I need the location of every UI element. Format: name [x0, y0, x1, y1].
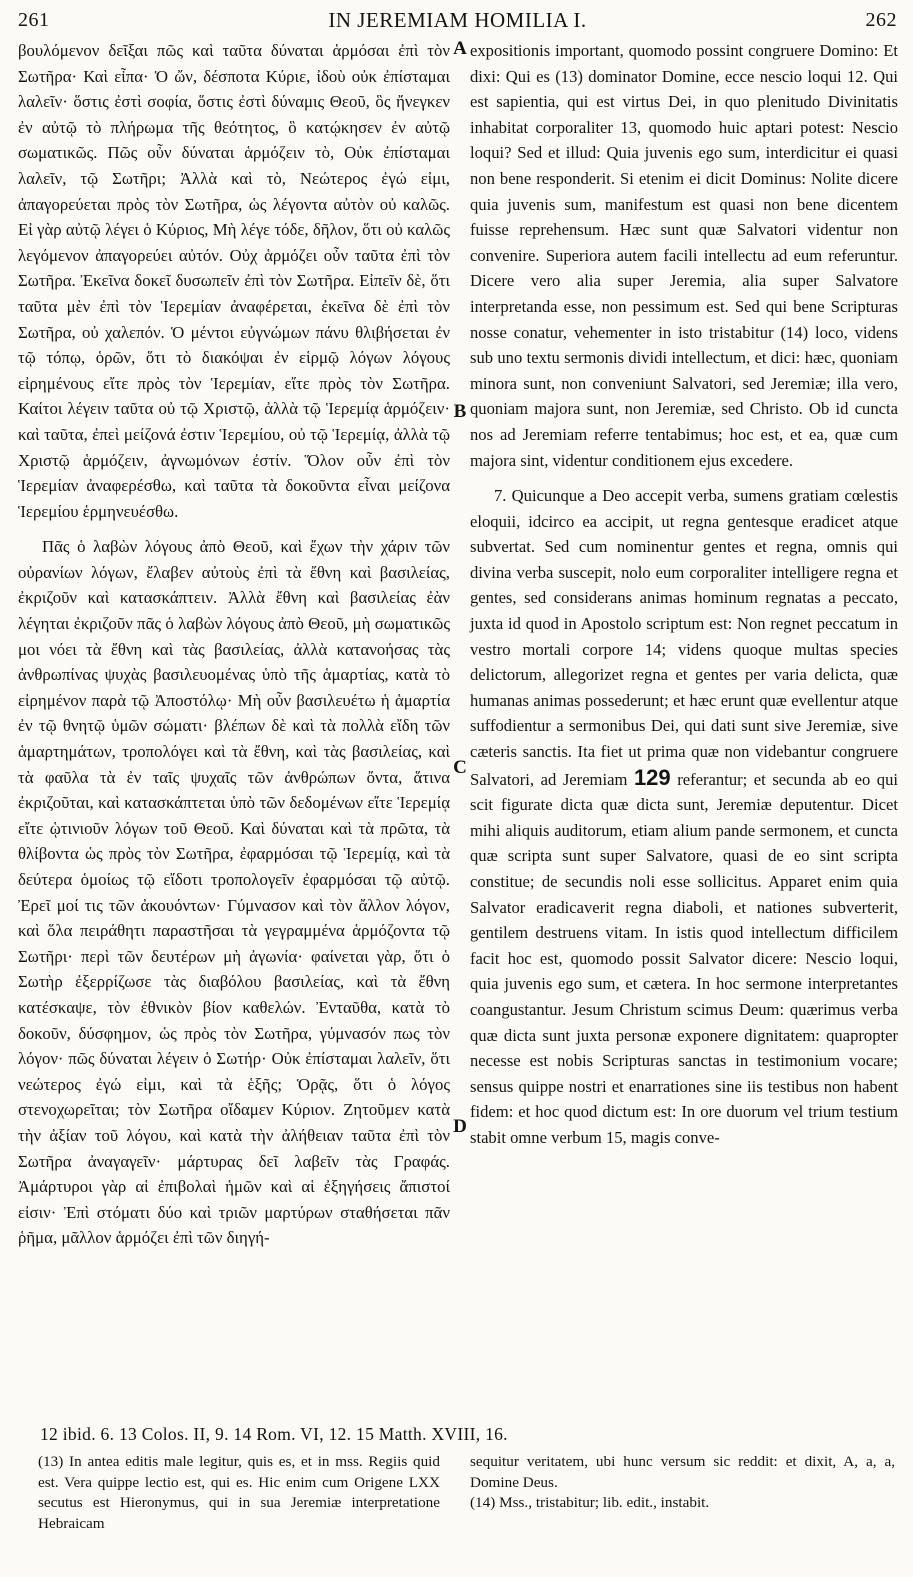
footnote: (13) In antea editis male legitur, quis es, et in mss. Regiis quid est. Vera quippe lectio est, qui es. Hic enim cum Origene LXX secutus est Hieronymus, qui in sua Jeremiæ interpretatione Hebraicam: [38, 1453, 440, 1532]
original-page-marker: 129: [633, 764, 671, 790]
footnotes-left: [38, 1452, 440, 1534]
page-header: [18, 6, 897, 34]
margin-letter-c: C: [453, 757, 467, 778]
greek-column: [18, 38, 450, 1251]
latin-paragraph: [470, 483, 898, 1150]
left-page-number: 261: [18, 8, 50, 31]
greek-paragraph: βουλόμενον δεῖξαι πῶς καὶ ταῦτα δύναται ἁρμόσαι ἐπὶ τὸν Σωτῆρα· Καὶ εἶπα· Ὁ ὤν, δέσποτα Κύριε, ἰδοὺ οὐκ ἐπίσταμαι λαλεῖν· ὅστις ἐστὶ σοφία, ὅστις ἐστὶ δύναμις Θεοῦ, ὃς ἤνεγκεν ἐν αὐτῷ τὸ πλήρωμα τῆς θεότητος, ὃ κατῴκησεν ἐν αὐτῷ σωματικῶς. Πῶς οὖν δύναται ἁρμόζειν τὸ, Οὐκ ἐπίσταμαι λαλεῖν, τῷ Σωτῆρι; Ἀλλὰ καὶ τὸ, Νεώτερος ἐγώ εἰμι, ἀπαγορεύεται πρὸς τὸν Σωτῆρα, ὡς λέγοντα αὐτὸν οὐ καλῶς. Εἰ γὰρ αὐτῷ λέγει ὁ Κύριος, Μὴ λέγε τόδε, δῆλον, ὅτι οὐ καλῶς λεγόμενον ἀπαγορεύει αὐτόν. Οὐχ ἁρμόζει οὖν ταῦτα ἐπὶ τὸν Σωτῆρα. Ἐκεῖνα δοκεῖ δυσωπεῖν ἐπὶ τὸν Σωτῆρα. Εἰπεῖν δὲ, ὅτι ταῦτα μὲν ἐπὶ τὸν Ἱερεμίαν ἀναφέρεται, ἐκεῖνα δὲ ἐπὶ τὸν Σωτῆρα, οὐ χαλεπόν. Ὁ μέντοι εὐγνώμων πάνυ θλιβήσεται ἐν τῷ τόπῳ, ὁρῶν, ὅτι τὸ διακόψαι ἐν εἱρμῷ λόγων λόγους εἰρημένους εἴτε πρὸς τὸν Ἱερεμίαν, εἴτε πρὸς τὸν Σωτῆρα. Καίτοι λέγειν ταῦτα οὐ τῷ Χριστῷ, ἀλλὰ τῷ Ἱερεμίᾳ ἁρμόζειν· καὶ ταῦτα, ἐπεὶ μείζονά ἐστιν Ἱερεμίου, οὐ τῷ Ἱερεμίᾳ, ἀλλὰ τῷ Χριστῷ ἁρμόζειν, ἀγνωμόνων ἐστίν. Ὅλον οὖν ἐπὶ τὸν Ἱερεμίαν ἀναφερέσθω, καὶ ταῦτα τὰ δοκοῦντα εἶναι μείζονα Ἱερεμίου ἑρμηνευέσθω.: [18, 41, 450, 521]
footnotes-right: [470, 1452, 895, 1514]
margin-letter-d: D: [453, 1116, 467, 1137]
latin-column: [470, 38, 898, 1151]
running-title: IN JEREMIAM HOMILIA I.: [328, 7, 587, 32]
latin-text: referantur; et secunda ab eo qui scit figurate dicta quæ dicta sunt, Jeremiæ deputentur. Dicet mihi aliquis auditorum, etiam alium pande sermonem, et cuncta quæ scripta sunt super Salvatore, quasi de eo sint scripta constitue; de secundis noli esse sollicitus. Apparet enim quia Salvator eradicaverit regna diaboli, et nationes subverterit, gentilem destruens vitam. In istis quod intellectum difficilem facit hoc est, quomodo possit Salvator dicere: Nescio loqui, quia juvenis ego sum, et cætera. In hoc sermone interpretantes coangustantur. Jesum Christum scimus Deum: quærimus verba quæ dicta sunt juxta personæ exponere dignitatem: quapropter necesse est nobis Scripturas sanctas in testimonium vocare; sensus quippe nostri et enarrationes sine iis testibus non habent fidem: et hoc quod dictum est: In ore duorum vel trium testium stabit omne verbum 15, magis conve-: [470, 769, 899, 1147]
right-page-number: 262: [865, 8, 897, 31]
footnote: sequitur veritatem, ubi hunc versum sic reddit: et dixit, A, a, a, Domine Deus.: [470, 1453, 895, 1491]
margin-letter-b: B: [453, 401, 467, 422]
margin-letter-a: A: [453, 38, 467, 59]
scripture-references: 12 ibid. 6. 13 Colos. II, 9. 14 Rom. VI, 12. 15 Matth. XVIII, 16.: [40, 1424, 508, 1444]
footnote: (14) Mss., tristabitur; lib. edit., instabit.: [470, 1494, 710, 1511]
greek-paragraph: Πᾶς ὁ λαβὼν λόγους ἀπὸ Θεοῦ, καὶ ἔχων τὴν χάριν τῶν οὐρανίων λόγων, ἔλαβεν αὐτοὺς ἐπὶ τὰ ἔθνη καὶ βασιλείας, ἐκριζοῦν καὶ κατασκάπτειν. Ἀλλὰ ἔθνη καὶ βασιλείας ἐὰν λέγηται ἐκριζοῦν πᾶς ὁ λαβὼν λόγους ἀπὸ Θεοῦ, μὴ σωματικῶς μοι νόει τὰ ἔθνη καὶ τὰς βασιλείας, ἀλλὰ κατανοήσας τὰς ἀνθρωπίνας ψυχὰς βασιλευομένας ὑπὸ τῆς ἁμαρτίας, κατὰ τὸ εἰρημένον παρὰ τῷ Ἀποστόλῳ· Μὴ οὖν βασιλευέτω ἡ ἁμαρτία ἐν τῷ θνητῷ ὑμῶν σώματι· βλέπων δὲ καὶ τὰ πολλὰ εἴδη τῶν ἁμαρτημάτων, τροπολόγει καὶ τὰ ἔθνη, καὶ τὰς βασιλείας, καὶ τὰ φαῦλα τὰ ἐν ταῖς ψυχαῖς τῶν ἀνθρώπων ὄντα, ἅτινα ἐκριζοῦται, καὶ κατασκάπτεται ὑπὸ τῶν δεδομένων εἴτε Ἱερεμίᾳ εἴτε ᾡτινιοῦν λόγων τοῦ Θεοῦ. Καὶ δύναται καὶ τὰ πρῶτα, τὰ θλίβοντα ὡς πρὸς τὸν Σωτῆρα, ἐφαρμόσαι τῷ Ἱερεμίᾳ, καὶ τὰ δεύτερα ὁμοίως τῷ εἴδοτι τροπολογεῖν ἐφαρμόσαι τῷ αὐτῷ. Ἐρεῖ μοί τις τῶν ἀκουόντων· Γύμνασον καὶ τὸν ἄλλον λόγον, καὶ ὅλα πειράθητι παραστῆσαι τὰ γεγραμμένα ἁρμόζοντα τῷ Σωτῆρι· περὶ τῶν δευτέρων μὴ ἀγωνία· φαίνεται γὰρ, ὅτι ὁ Σωτὴρ ἐξερρίζωσε τὰς διαβόλου βασιλείας, καὶ τὰ ἔθνη κατέσκαψε, τὸν ἐθνικὸν βίον καθελών. Ἐνταῦθα, κατὰ τὸ δοκοῦν, δύσφημον, ὡς πρὸς τὸν Σωτῆρα, γύμνασόν πως τὸν λόγον· πῶς δύναται λέγειν ὁ Σωτήρ· Οὐκ ἐπίσταμαι λαλεῖν, ὅτι νεώτερος ἐγώ εἰμι, καὶ τὰ ἑξῆς; Ὁρᾷς, ὅτι ὁ λόγος στενοχωρεῖται; τὸν Σωτῆρα οἴδαμεν Κύριον. Ζητοῦμεν κατὰ τὴν ἀξίαν τοῦ λόγου, καὶ κατὰ τὴν ἀλήθειαν ταῦτα ἐπὶ τὸν Σωτῆρα ἀναγαγεῖν· μάρτυρας δεῖ λαβεῖν τὰς Γραφάς. Ἀμάρτυροι γὰρ αἱ ἐπιβολαὶ ἡμῶν καὶ αἱ ἐξηγήσεις ἄπιστοί εἰσιν· Ἐπὶ στόματι δύο καὶ τριῶν μαρτύρων σταθήσεται πᾶν ῥῆμα, μᾶλλον ἁρμόζει ἐπὶ τῶν διηγή-: [18, 537, 450, 1248]
latin-paragraph: expositionis important, quomodo possint congruere Domino: Et dixi: Qui es (13) dominator Domine, ecce nescio loqui 12. Qui est sapientia, qui est virtus Dei, in quo plenitudo Divinitatis inhabitat corporaliter 13, quomodo huic aptari potest: Nescio loqui? Sed et illud: Quia juvenis ego sum, interdicitur ei quasi non bene responderit. Si etenim ei dicit Dominus: Nolite dicere quia juvenis sum, manifestum est quasi non bene dicentem fuisse reprehensum. Hæc sunt quæ Salvatori videntur non convenire. Superiora autem facili intellectu ad eum referuntur. Dicere vero alia super Jeremia, alia super Salvatore interpretanda esse, non pessimum est. Sed qui bene Scripturas nosse conatur, vehementer in isto tristabitur (14) loco, videns sub uno textu sermonis dividi intellectum, et dici: hæc, quoniam minora sunt, non conveniunt Salvatori, sed Jeremiæ; illa vero, quoniam majora sunt, non Jeremiæ, sed Christo. Ob id cuncta nos ad Jeremiam referre tentabimus; hoc est, et ea, quæ cum majora sint, videntur conditionem ejus excedere.: [470, 41, 898, 470]
latin-text: 7. Quicunque a Deo accepit verba, sumens gratiam cœlestis eloquii, idcirco ea accipit, ut regna gentesque eradicet atque subvertat. Sed cum nominentur gentes et regna, omnis qui divina verba suscepit, nolo eum corporaliter intelligere regna et gentes, sed considerans animas hominum regnatas a peccato, juxta id quod in Apostolo scriptum est: Non regnet peccatum in vestro mortali corpore 14; videns quoque multas species delictorum, allegorizet regna et gentes per varia delicta, quæ humanas animas possederunt; et hæc erunt quæ evellentur atque suffodientur a sermonibus Dei, qui dati sunt sive Jeremiæ, sive cæteris sanctis. Ita fiet ut prima quæ non videbantur congruere Salvatori, ad Jeremiam: [470, 486, 898, 789]
